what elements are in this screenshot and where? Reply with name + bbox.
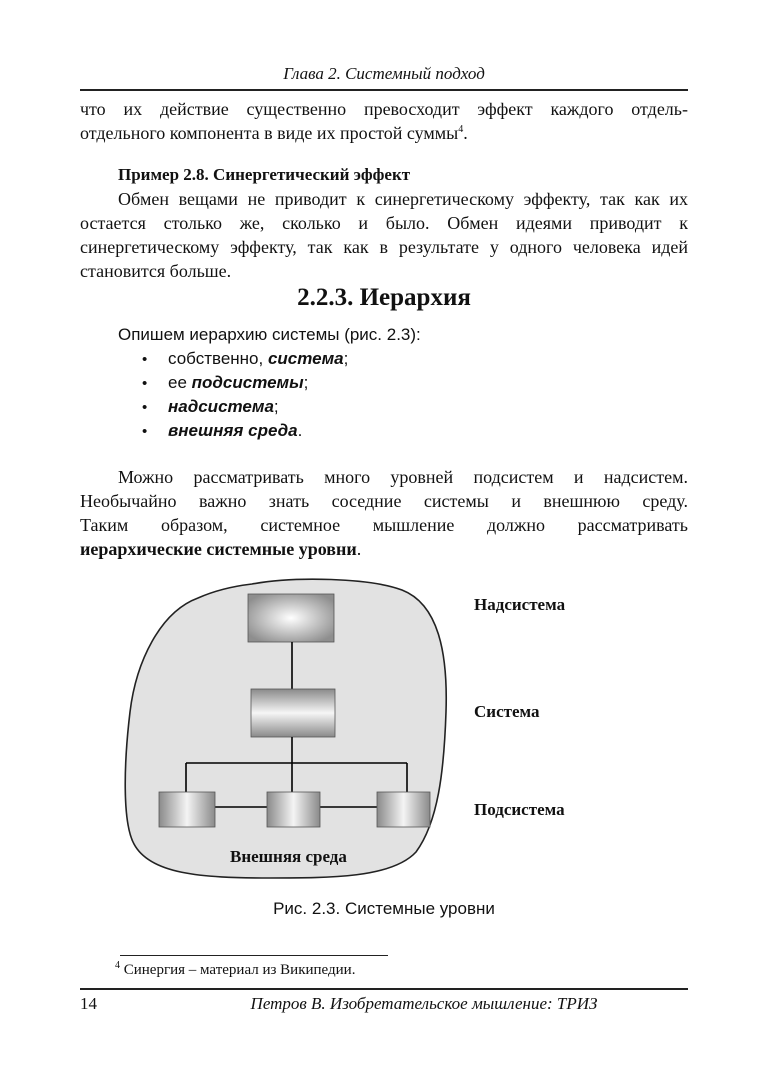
label-environment: Внешняя среда [230,847,347,866]
running-header: Глава 2. Системный подход [283,64,485,83]
subsystem-box-right [377,792,430,827]
para1-end: . [463,123,468,143]
intro-text: Опишем иерархию системы (рис. 2.3): [118,325,421,344]
example-line3: синергетическому эффекту, так как в результате у одного человека идей [80,237,688,257]
footnote-rule [120,955,388,956]
footer-rule [80,988,688,990]
footnote: $^4$ Синергия – материал из Википедии. [115,960,356,978]
para1-text: отдельного компонента в виде их простой суммы [80,123,459,143]
para1-line1: что их действие существенно превосходит эффект каждого отдель- [80,99,688,119]
hierarchy-diagram [120,572,460,884]
page-number: 14 [80,994,97,1013]
footnote-ref[interactable]: 4 [458,124,464,135]
para2-bold: иерархические системные уровни [80,539,357,559]
bullet-item: • собственно, система; [142,349,349,368]
supersystem-box [248,594,334,642]
example-line1: Обмен вещами не приводит к синергетическому эффекту, так как их [118,189,688,209]
subsystem-box-middle [267,792,320,827]
para1-line2 [80,121,688,145]
bullet-item: • ее подсистемы; [142,373,309,392]
figure-caption: Рис. 2.3. Системные уровни [273,899,495,918]
para2-line2: Необычайно важно знать соседние системы и внешнюю среду. [80,491,688,511]
example-line4: становится больше. [80,261,232,281]
subsystem-box-left [159,792,215,827]
header-rule [80,89,688,91]
bullet-item: • внешняя среда. [142,421,303,440]
label-supersystem: Надсистема [474,595,566,614]
para2-line1: Можно рассматривать много уровней подсистем и надсистем. [118,467,688,487]
system-box [251,689,335,737]
example-line2: остается столько же, сколько и было. Обмен идеями приводит к [80,213,688,233]
label-system: Система [474,702,540,721]
bullet-item: • надсистема; [142,397,279,416]
para2-line3: Таким образом, системное мышление должно рассматривать [80,515,688,535]
footer-book-title: Петров В. Изобретательское мышление: ТРИЗ [250,994,598,1013]
section-title: 2.2.3. Иерархия [297,284,471,311]
para2-line4: иерархические системные уровни. [80,539,362,559]
example-title: Пример 2.8. Синергетический эффект [118,165,411,184]
label-subsystem: Подсистема [474,800,565,819]
bullet-list [142,347,348,443]
